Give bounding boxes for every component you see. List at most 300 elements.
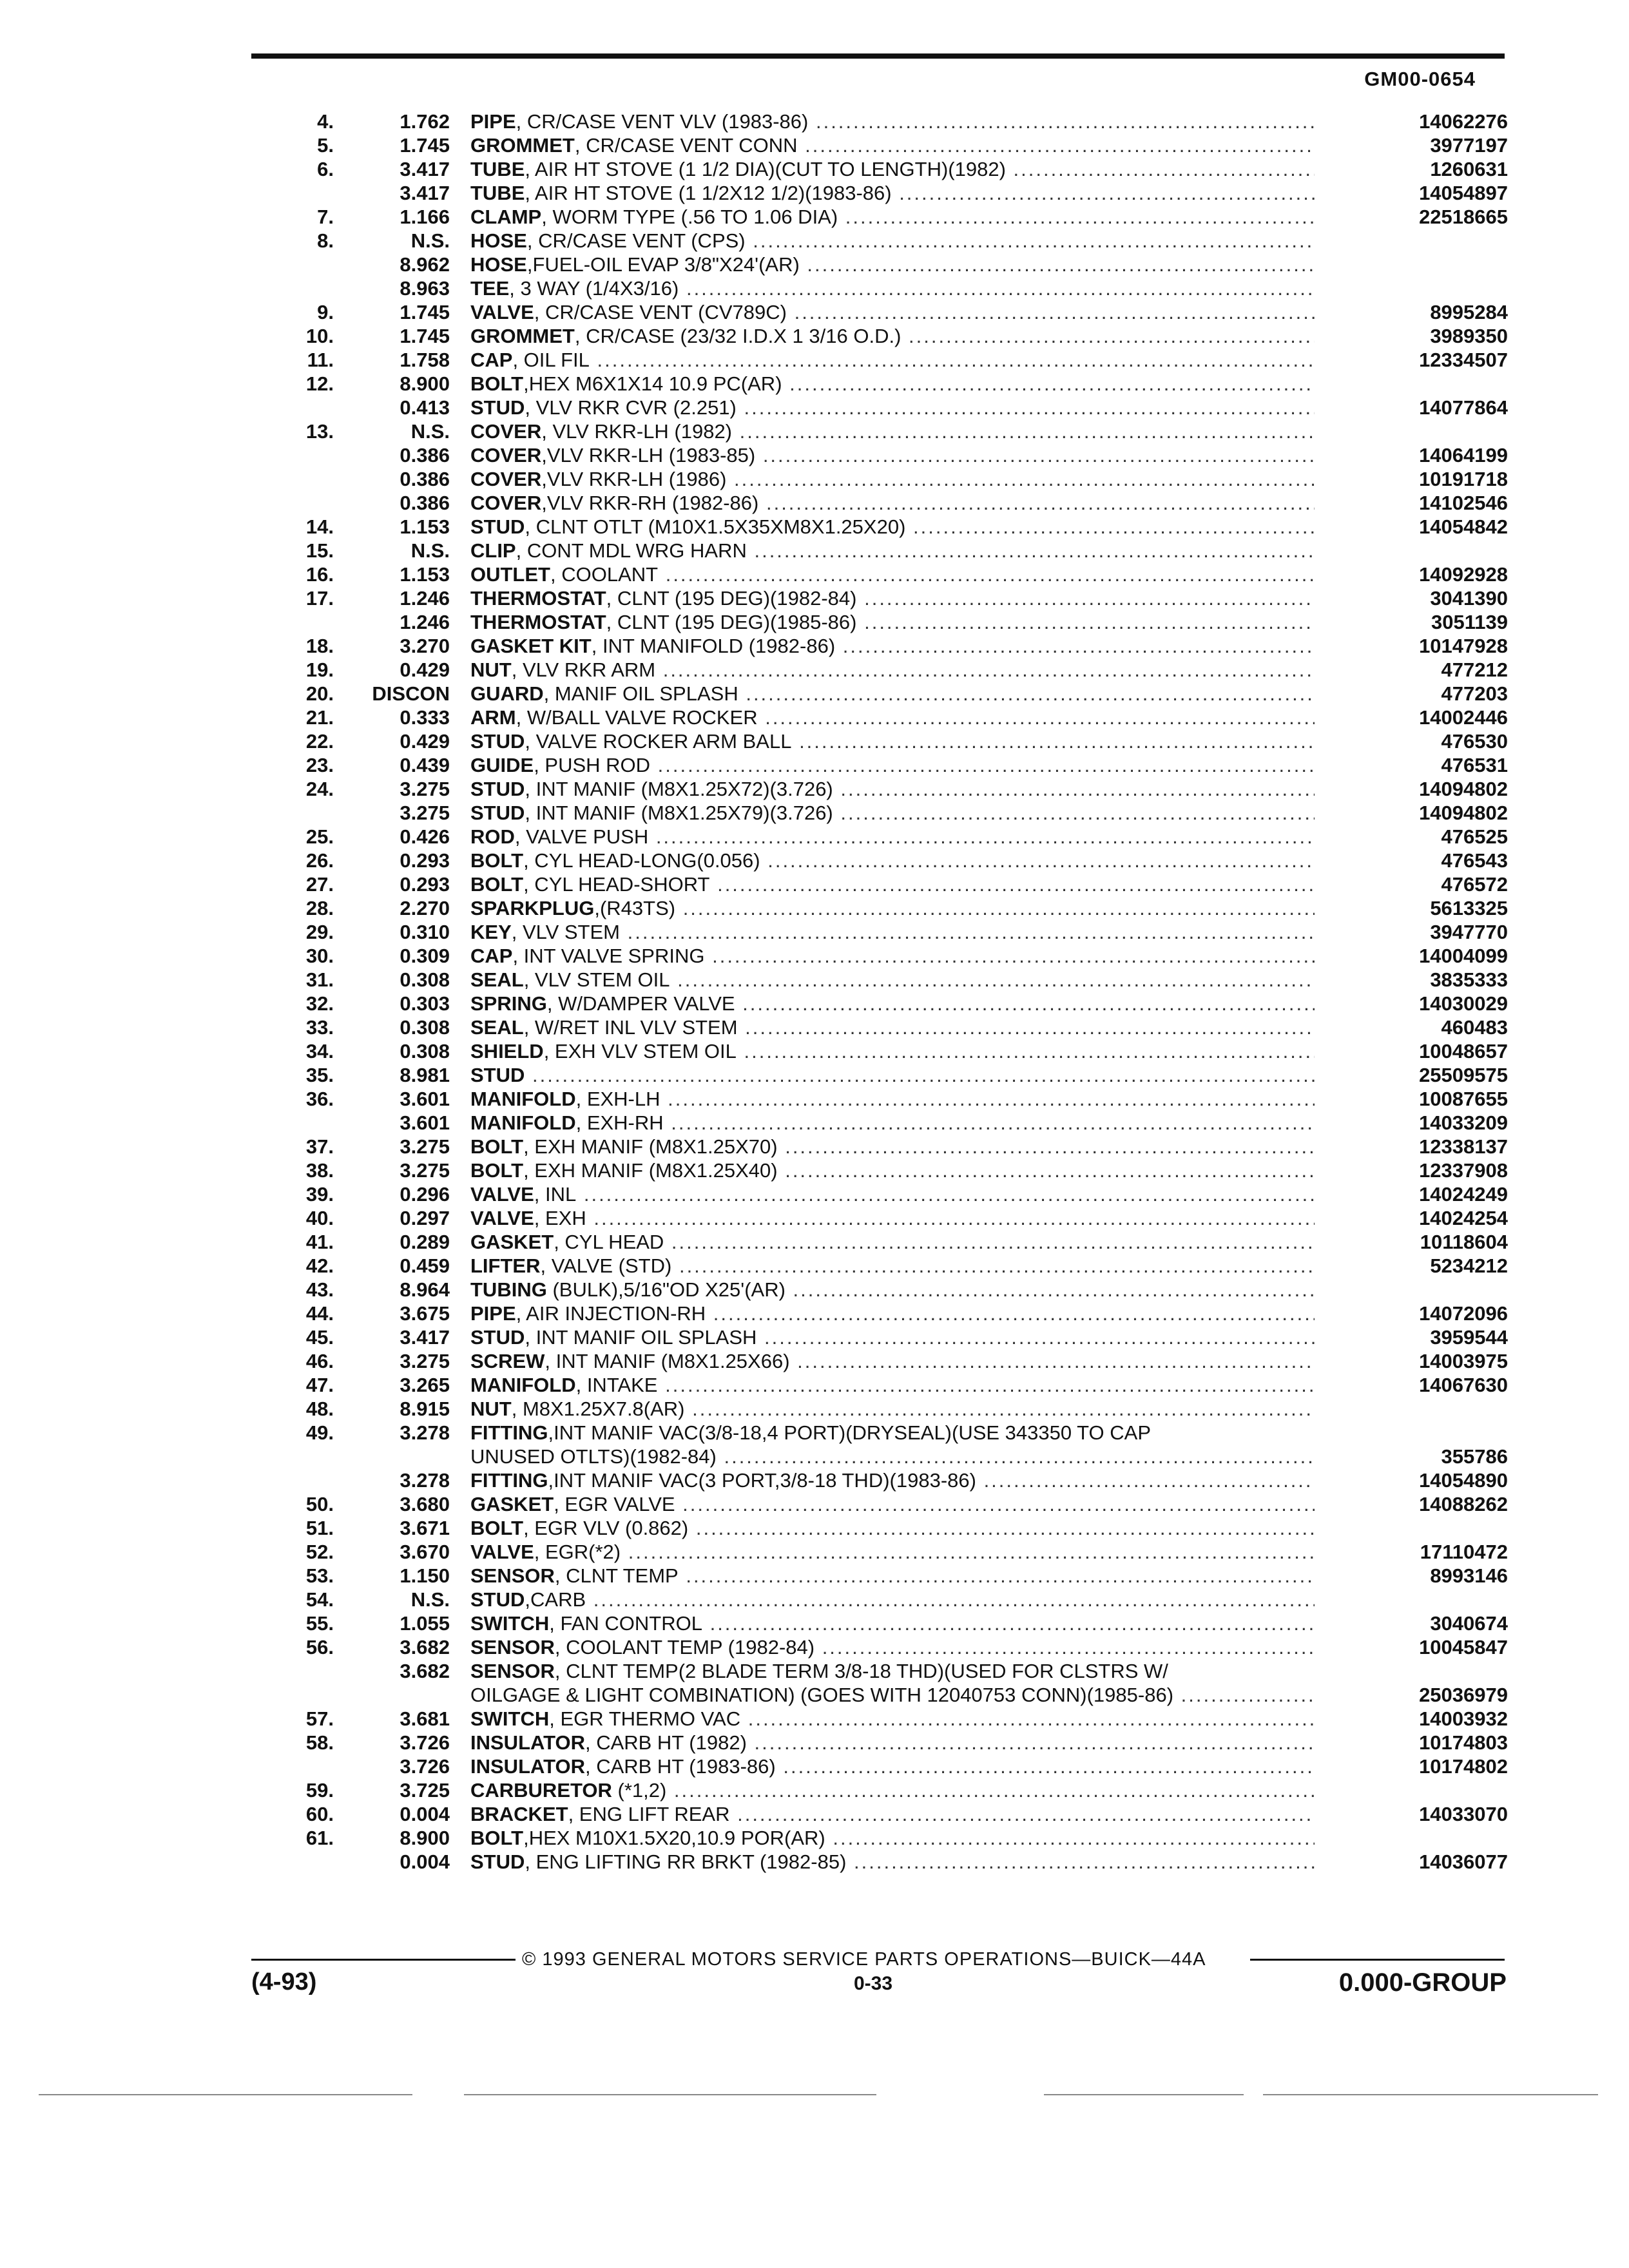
part-row [284, 1611, 1508, 1635]
part-name: TUBE [470, 158, 525, 180]
part-number: 10147928 [1419, 635, 1508, 657]
part-number: 460483 [1441, 1016, 1508, 1039]
part-number: 3041390 [1430, 587, 1508, 610]
part-detail: , CLNT (195 DEG)(1982-84) [606, 587, 857, 610]
ref-number: 55. [305, 1612, 334, 1635]
part-description [470, 920, 1315, 944]
group-number: 0.310 [400, 921, 450, 943]
part-detail: , VALVE ROCKER ARM BALL [525, 730, 792, 753]
group-number: 8.915 [400, 1398, 450, 1420]
part-name: SENSOR [470, 1564, 555, 1587]
part-row [284, 515, 1508, 539]
part-name: MANIFOLD [470, 1374, 576, 1396]
part-name: GASKET KIT [470, 635, 592, 657]
ref-number: 13. [305, 420, 334, 443]
part-number: 14030029 [1419, 992, 1508, 1015]
part-detail: ,INT MANIF VAC(3/8-18,4 PORT)(DRYSEAL)(USE 343350 TO CAP [548, 1421, 1152, 1444]
group-number: 3.681 [400, 1707, 450, 1730]
part-description [470, 682, 1315, 706]
part-name: CAP [470, 945, 513, 967]
part-description [470, 324, 1315, 348]
ref-number: 30. [305, 945, 334, 967]
part-description [470, 1254, 1315, 1278]
part-number: 14004099 [1419, 945, 1508, 967]
part-description [470, 1826, 1315, 1850]
part-description [470, 133, 1315, 157]
part-number: 477203 [1441, 682, 1508, 705]
part-row [284, 205, 1508, 229]
part-row [284, 896, 1508, 920]
group-number: 0.333 [400, 706, 450, 729]
part-name: STUD [470, 396, 525, 419]
group-number: 3.417 [400, 1326, 450, 1349]
part-number: 14088262 [1419, 1493, 1508, 1515]
part-row [284, 586, 1508, 610]
ref-number: 8. [317, 229, 334, 252]
part-row [284, 1468, 1508, 1492]
part-description [470, 992, 1315, 1015]
ref-number: 51. [305, 1517, 334, 1539]
ref-number: 40. [305, 1207, 334, 1229]
part-number: 10048657 [1419, 1040, 1508, 1062]
group-number: 3.671 [400, 1517, 450, 1539]
ref-number: 58. [305, 1731, 334, 1754]
part-number: 14094802 [1419, 778, 1508, 800]
ref-number: 28. [305, 897, 334, 919]
document-id: GM00-0654 [1364, 68, 1476, 90]
part-detail: , PUSH ROD [534, 754, 651, 776]
part-row [284, 944, 1508, 968]
part-row [284, 658, 1508, 682]
part-detail: , CR/CASE VENT (CPS) [526, 229, 746, 252]
part-row [284, 324, 1508, 348]
ref-number: 41. [305, 1231, 334, 1253]
part-name: STUD [470, 1064, 525, 1086]
group-number: 0.296 [400, 1183, 450, 1206]
part-row [284, 181, 1508, 205]
part-row [284, 1540, 1508, 1564]
part-row [284, 133, 1508, 157]
part-number: 355786 [1441, 1445, 1508, 1468]
part-detail: , CLNT TEMP [554, 1564, 679, 1587]
part-name: BOLT [470, 1517, 524, 1539]
part-description [470, 1397, 1315, 1421]
ref-number: 52. [305, 1541, 334, 1563]
group-number: 0.386 [400, 492, 450, 514]
part-detail: ,CARB [525, 1588, 586, 1611]
part-name: BOLT [470, 1135, 524, 1158]
part-description [470, 1492, 1315, 1516]
part-row [284, 253, 1508, 276]
part-row [284, 968, 1508, 992]
footer-copyright: © 1993 GENERAL MOTORS SERVICE PARTS OPERATIONS—BUICK—44A [522, 1949, 1206, 1970]
part-detail: , OIL FIL [512, 349, 590, 371]
part-row [284, 1802, 1508, 1826]
part-description [470, 229, 1315, 253]
part-name: TEE [470, 277, 510, 300]
group-number: 0.429 [400, 730, 450, 753]
part-row [284, 229, 1508, 253]
part-description [470, 467, 1315, 491]
part-name: TUBE [470, 182, 525, 204]
part-row [284, 1635, 1508, 1659]
part-name: LIFTER [470, 1254, 541, 1277]
group-number: 0.297 [400, 1207, 450, 1229]
part-row [284, 1182, 1508, 1206]
part-description [470, 1683, 1315, 1707]
group-number: 0.308 [400, 968, 450, 991]
group-number: 3.680 [400, 1493, 450, 1515]
part-description [470, 706, 1315, 729]
parts-list [284, 110, 1508, 1874]
part-row [284, 396, 1508, 419]
part-name: GROMMET [470, 325, 575, 347]
part-row [284, 753, 1508, 777]
footer-group: 0.000-GROUP [1338, 1968, 1507, 1997]
part-detail: ,VLV RKR-LH (1983-85) [541, 444, 756, 466]
part-name: SEAL [470, 968, 524, 991]
part-detail: , AIR HT STOVE (1 1/2X12 1/2)(1983-86) [525, 182, 892, 204]
part-description [470, 1087, 1315, 1111]
part-name: BOLT [470, 1159, 524, 1182]
part-detail: , EGR THERMO VAC [549, 1707, 741, 1730]
ref-number: 16. [305, 563, 334, 586]
part-detail: , INT MANIF (M8X1.25X72)(3.726) [525, 778, 833, 800]
part-name: NUT [470, 658, 512, 681]
part-name: COVER [470, 468, 542, 490]
part-description [470, 658, 1315, 682]
part-number: 10191718 [1419, 468, 1508, 490]
ref-number: 50. [305, 1493, 334, 1515]
group-number: 3.275 [400, 1135, 450, 1158]
part-name: SHIELD [470, 1040, 544, 1062]
part-number: 3947770 [1430, 921, 1508, 943]
part-row [284, 1445, 1508, 1468]
part-number: 14024254 [1419, 1207, 1508, 1229]
part-detail: UNUSED OTLTS)(1982-84) [470, 1445, 717, 1468]
part-number: 14054897 [1419, 182, 1508, 204]
ref-number: 15. [305, 539, 334, 562]
part-row [284, 1063, 1508, 1087]
ref-number: 53. [305, 1564, 334, 1587]
part-row [284, 1111, 1508, 1135]
part-detail: , W/DAMPER VALVE [546, 992, 735, 1015]
part-row [284, 1683, 1508, 1707]
part-detail: , VALVE (STD) [540, 1254, 672, 1277]
ref-number: 17. [305, 587, 334, 610]
group-number: 3.417 [400, 182, 450, 204]
part-detail: , CR/CASE (23/32 I.D.X 1 3/16 O.D.) [574, 325, 901, 347]
part-name: NUT [470, 1398, 512, 1420]
ref-number: 42. [305, 1254, 334, 1277]
part-detail: , INT MANIFOLD (1982-86) [591, 635, 836, 657]
group-number: 1.745 [400, 134, 450, 157]
group-number: 8.981 [400, 1064, 450, 1086]
group-number: 3.275 [400, 802, 450, 824]
part-number: 3989350 [1430, 325, 1508, 347]
part-detail: , EXH MANIF (M8X1.25X70) [523, 1135, 778, 1158]
part-description [470, 205, 1315, 229]
part-description [470, 1802, 1315, 1826]
part-row [284, 539, 1508, 562]
part-number: 14067630 [1419, 1374, 1508, 1396]
part-number: 14002446 [1419, 706, 1508, 729]
part-number: 477212 [1441, 658, 1508, 681]
part-row [284, 825, 1508, 849]
part-detail: , VLV STEM OIL [523, 968, 670, 991]
part-description [470, 1707, 1315, 1731]
group-number: 0.308 [400, 1016, 450, 1039]
part-number: 14033070 [1419, 1803, 1508, 1825]
part-detail: , CONT MDL WRG HARN [516, 539, 747, 562]
part-name: INSULATOR [470, 1731, 585, 1754]
ref-number: 14. [305, 515, 334, 538]
part-name: CAP [470, 349, 513, 371]
ref-number: 5. [317, 134, 334, 157]
part-description [470, 1373, 1315, 1397]
ref-number: 61. [305, 1827, 334, 1849]
ref-number: 26. [305, 849, 334, 872]
part-detail: , CARB HT (1983-86) [584, 1755, 776, 1778]
part-detail: (BULK),5/16"OD X25'(AR) [546, 1278, 786, 1301]
part-description [470, 1850, 1315, 1874]
part-number: 14024249 [1419, 1183, 1508, 1206]
part-description [470, 1421, 1315, 1445]
footer-rule-right [1250, 1959, 1505, 1961]
ref-number: 45. [305, 1326, 334, 1349]
group-number: 1.246 [400, 587, 450, 610]
ref-number: 6. [317, 158, 334, 180]
part-detail: , CYL HEAD-LONG(0.056) [523, 849, 760, 872]
part-detail: , EXH MANIF (M8X1.25X40) [523, 1159, 778, 1182]
part-number: 3977197 [1430, 134, 1508, 157]
part-detail: , VLV RKR ARM [511, 658, 656, 681]
group-number: 8.962 [400, 253, 450, 276]
part-description [470, 1278, 1315, 1302]
part-name: COVER [470, 444, 542, 466]
group-number: 0.289 [400, 1231, 450, 1253]
part-row [284, 992, 1508, 1015]
ref-number: 46. [305, 1350, 334, 1372]
group-number: 0.308 [400, 1040, 450, 1062]
group-number: 3.601 [400, 1111, 450, 1134]
part-row [284, 372, 1508, 396]
part-row [284, 1826, 1508, 1850]
part-detail: , EGR VLV (0.862) [523, 1517, 689, 1539]
part-description [470, 1731, 1315, 1754]
part-detail: , INT MANIF (M8X1.25X79)(3.726) [525, 802, 833, 824]
part-description [470, 801, 1315, 825]
group-number: 3.275 [400, 778, 450, 800]
group-number: 3.670 [400, 1541, 450, 1563]
part-detail: , FAN CONTROL [549, 1612, 702, 1635]
part-name: GROMMET [470, 134, 575, 157]
group-number: 1.745 [400, 301, 450, 323]
scan-rule [1263, 2094, 1598, 2095]
part-description [470, 1635, 1315, 1659]
part-name: VALVE [470, 1183, 534, 1206]
group-number: 0.439 [400, 754, 450, 776]
part-description [470, 539, 1315, 562]
part-description [470, 944, 1315, 968]
part-description [470, 1349, 1315, 1373]
part-name: SCREW [470, 1350, 545, 1372]
ref-number: 44. [305, 1302, 334, 1325]
group-number: 3.278 [400, 1421, 450, 1444]
part-row [284, 348, 1508, 372]
part-description [470, 1754, 1315, 1778]
part-name: STUD [470, 1326, 525, 1349]
part-detail: , VLV RKR-LH (1982) [541, 420, 733, 443]
group-number: 1.745 [400, 325, 450, 347]
part-description [470, 253, 1315, 276]
part-name: VALVE [470, 1207, 534, 1229]
part-name: GUIDE [470, 754, 534, 776]
part-name: GASKET [470, 1493, 554, 1515]
top-rule [251, 53, 1505, 59]
part-row [284, 1731, 1508, 1754]
part-number: 14062276 [1419, 110, 1508, 133]
page-number: 0-33 [854, 1973, 893, 1994]
part-name: CARBURETOR [470, 1779, 612, 1802]
part-name: BOLT [470, 1827, 524, 1849]
part-row [284, 682, 1508, 706]
part-detail: , MANIF OIL SPLASH [543, 682, 738, 705]
part-description [470, 276, 1315, 300]
ref-number: 36. [305, 1088, 334, 1110]
part-row [284, 157, 1508, 181]
ref-number: 29. [305, 921, 334, 943]
part-row [284, 1206, 1508, 1230]
ref-number: 19. [305, 658, 334, 681]
group-number: 1.246 [400, 611, 450, 633]
group-number: 0.293 [400, 849, 450, 872]
part-name: VALVE [470, 1541, 534, 1563]
part-detail: , AIR INJECTION-RH [516, 1302, 706, 1325]
part-detail: , COOLANT [550, 563, 659, 586]
ref-number: 11. [307, 349, 334, 371]
scan-rule [1044, 2094, 1244, 2095]
ref-number: 57. [305, 1707, 334, 1730]
part-number: 22518665 [1419, 206, 1508, 228]
part-name: TUBING [470, 1278, 547, 1301]
part-number: 14102546 [1419, 492, 1508, 514]
ref-number: 9. [317, 301, 334, 323]
part-detail: , EXH-LH [575, 1088, 660, 1110]
part-name: STUD [470, 730, 525, 753]
part-row [284, 491, 1508, 515]
ref-number: 18. [305, 635, 334, 657]
ref-number: 23. [305, 754, 334, 776]
ref-number: 7. [317, 206, 334, 228]
group-number: N.S. [410, 229, 450, 252]
part-detail: , CYL HEAD [554, 1231, 664, 1253]
part-row [284, 1659, 1508, 1683]
part-description [470, 1135, 1315, 1158]
part-name: COVER [470, 420, 542, 443]
ref-number: 27. [305, 873, 334, 896]
part-number: 25036979 [1419, 1684, 1508, 1706]
part-detail: ,(R43TS) [594, 897, 676, 919]
part-row [284, 610, 1508, 634]
part-number: 1260631 [1430, 158, 1508, 180]
scan-rule [39, 2094, 412, 2095]
group-number: N.S. [410, 539, 450, 562]
part-number: 12337908 [1419, 1159, 1508, 1182]
ref-number: 10. [305, 325, 334, 347]
part-name: BRACKET [470, 1803, 568, 1825]
part-description [470, 968, 1315, 992]
part-detail: , M8X1.25X7.8(AR) [511, 1398, 685, 1420]
part-detail: , VLV STEM [511, 921, 620, 943]
part-row [284, 443, 1508, 467]
part-detail: , AIR HT STOVE (1 1/2 DIA)(CUT TO LENGTH)(1982) [525, 158, 1006, 180]
part-detail: , CR/CASE VENT CONN [574, 134, 798, 157]
part-row [284, 1492, 1508, 1516]
part-name: CLIP [470, 539, 516, 562]
part-name: KEY [470, 921, 512, 943]
part-detail: , EXH-RH [575, 1111, 664, 1134]
part-name: BOLT [470, 849, 524, 872]
footer-rule-left [251, 1959, 516, 1961]
part-name: HOSE [470, 229, 527, 252]
part-number: 14036077 [1419, 1850, 1508, 1873]
part-description [470, 157, 1315, 181]
part-row [284, 1302, 1508, 1325]
ref-number: 33. [305, 1016, 334, 1039]
part-row [284, 1707, 1508, 1731]
part-description [470, 1111, 1315, 1135]
part-detail: , WORM TYPE (.56 TO 1.06 DIA) [541, 206, 838, 228]
group-number: 0.429 [400, 658, 450, 681]
part-detail: , EGR VALVE [554, 1493, 675, 1515]
part-description [470, 777, 1315, 801]
scan-rule [464, 2094, 876, 2095]
part-detail: , CLNT OTLT (M10X1.5X35XM8X1.25X20) [525, 515, 906, 538]
ref-number: 34. [305, 1040, 334, 1062]
part-name: ROD [470, 825, 515, 848]
part-row [284, 1421, 1508, 1445]
part-row [284, 777, 1508, 801]
part-row [284, 562, 1508, 586]
part-name: ARM [470, 706, 516, 729]
part-description [470, 300, 1315, 324]
group-number: 0.309 [400, 945, 450, 967]
part-row [284, 1850, 1508, 1874]
group-number: 3.726 [400, 1755, 450, 1778]
part-description [470, 1325, 1315, 1349]
ref-number: 35. [305, 1064, 334, 1086]
part-number: 14033209 [1419, 1111, 1508, 1134]
part-description [470, 443, 1315, 467]
part-row [284, 1039, 1508, 1063]
part-detail: , W/BALL VALVE ROCKER [516, 706, 758, 729]
part-description [470, 753, 1315, 777]
part-detail: , EGR(*2) [534, 1541, 621, 1563]
ref-number: 43. [305, 1278, 334, 1301]
part-detail: ,VLV RKR-LH (1986) [541, 468, 727, 490]
ref-number: 38. [305, 1159, 334, 1182]
part-row [284, 419, 1508, 443]
group-number: 1.153 [400, 563, 450, 586]
part-description [470, 896, 1315, 920]
part-number: 14054842 [1419, 515, 1508, 538]
part-name: GUARD [470, 682, 544, 705]
part-number: 12334507 [1419, 349, 1508, 371]
part-detail: , 3 WAY (1/4X3/16) [509, 277, 679, 300]
group-number: 0.303 [400, 992, 450, 1015]
part-number: 3040674 [1430, 1612, 1508, 1635]
